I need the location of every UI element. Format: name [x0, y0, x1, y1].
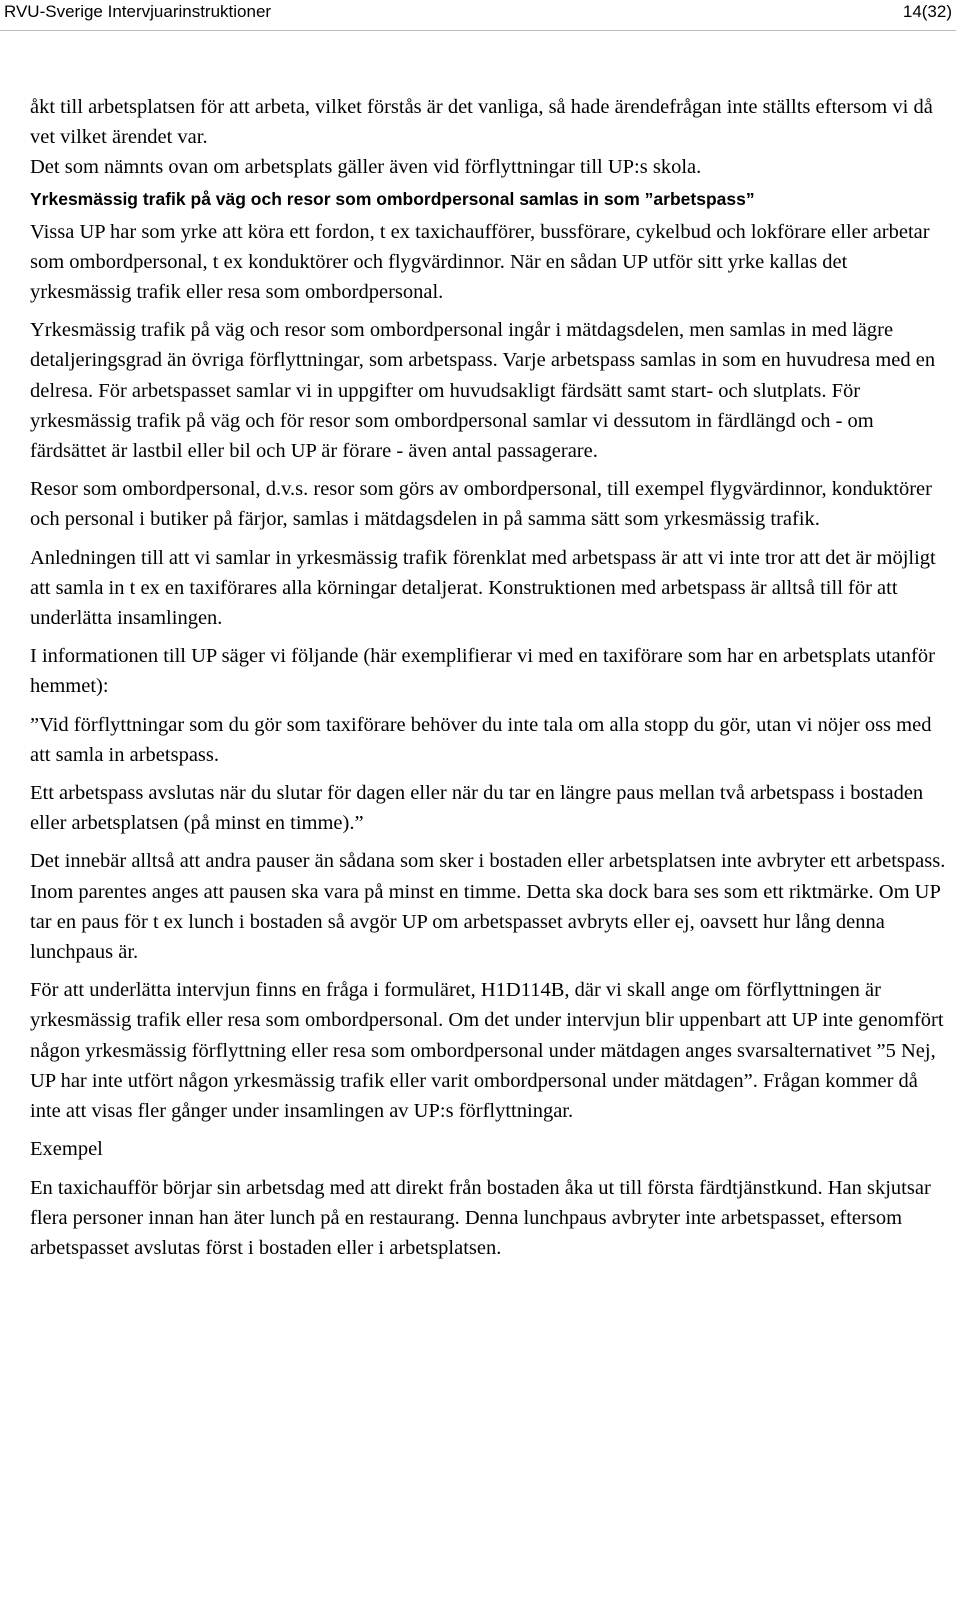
paragraph: I informationen till UP säger vi följande (här exemplifierar vi med en taxiförare som har en arbetsplats utanför hemmet):	[30, 645, 935, 698]
document-title: RVU-Sverige Intervjuarinstruktioner	[4, 2, 272, 21]
paragraph: Det som nämnts ovan om arbetsplats gäller även vid förflyttningar till UP:s skola.	[30, 156, 702, 179]
section-heading: Yrkesmässig trafik på väg och resor som ombordpersonal samlas in som ”arbetspass”	[30, 188, 755, 209]
page-header	[0, 0, 956, 31]
example-label: Exempel	[30, 1138, 103, 1161]
paragraph: Anledningen till att vi samlar in yrkesmässig trafik förenklat med arbetspass är att vi inte tror att det är möjligt att samla in t ex en taxiförares alla körningar detaljerat. Konstruktionen med arbetspass är alltså till för att underlätta insamlingen.	[30, 546, 936, 630]
quote-paragraph: ”Vid förflyttningar som du gör som taxiförare behöver du inte tala om alla stopp du gör, utan vi nöjer oss med att samla in arbetspass.	[30, 713, 932, 766]
paragraph: För att underlätta intervjun finns en fråga i formuläret, H1D114B, där vi skall ange om förflyttningen är yrkesmässig trafik eller resa som ombordpersonal. Om det under intervjun blir uppenbart att UP inte genomfört någon yrkesmässig förflyttning eller resa som ombordpersonal under mätdagen anges svarsalternativet ”5 Nej, UP har inte utfört någon yrkesmässig trafik eller varit ombordpersonal under mätdagen”. Frågan kommer då inte att visas fler gånger under insamlingen av UP:s förflyttningar.	[30, 979, 944, 1123]
document-body	[30, 92, 950, 1271]
quote-paragraph: Ett arbetspass avslutas när du slutar för dagen eller när du tar en längre paus mellan två arbetspass i bostaden eller arbetsplatsen (på minst en timme).”	[30, 782, 924, 835]
paragraph: En taxichaufför börjar sin arbetsdag med att direkt från bostaden åka ut till första färdtjänstkund. Han skjutsar flera personer innan han äter lunch på en restaurang. Denna lunchpaus avbryter inte arbetspasset, eftersom arbetspasset avslutas först i bostaden eller i arbetsplatsen.	[30, 1176, 931, 1259]
page-number: 14(32)	[902, 2, 952, 21]
paragraph: Yrkesmässig trafik på väg och resor som ombordpersonal ingår i mätdagsdelen, men samlas in med lägre detaljeringsgrad än övriga förflyttningar, som arbetspass. Varje arbetspass samlas in som en huvudresa med en delresa. För arbetspasset samlar vi in uppgifter om huvudsakligt färdsätt samt start- och slutplats. För yrkesmässig trafik på väg och för resor som ombordpersonal samlar vi dessutom in färdlängd och - om färdsättet är lastbil eller bil och UP är förare - även antal passagerare.	[30, 319, 936, 463]
paragraph: Vissa UP har som yrke att köra ett fordon, t ex taxichaufförer, bussförare, cykelbud och lokförare eller arbetar som ombordpersonal, t ex konduktörer och flygvärdinnor. När en sådan UP utför sitt yrke kallas det yrkesmässig trafik eller resa som ombordpersonal.	[30, 220, 930, 304]
paragraph: Resor som ombordpersonal, d.v.s. resor som görs av ombordpersonal, till exempel flygvärdinnor, konduktörer och personal i butiker på färjor, samlas i mätdagsdelen in på samma sätt som yrkesmässig trafik.	[30, 478, 932, 531]
paragraph: Det innebär alltså att andra pauser än sådana som sker i bostaden eller arbetsplatsen inte avbryter ett arbetspass. Inom parentes anges att pausen ska vara på minst en timme. Detta ska dock bara ses som ett riktmärke. Om UP tar en paus för t ex lunch i bostaden så avgör UP om arbetspasset avbryts eller ej, oavsett hur lång denna lunchpaus är.	[30, 850, 946, 964]
paragraph: åkt till arbetsplatsen för att arbeta, vilket förstås är det vanliga, så hade ärendefrågan inte ställts eftersom vi då vet vilket ärendet var.	[30, 96, 933, 149]
